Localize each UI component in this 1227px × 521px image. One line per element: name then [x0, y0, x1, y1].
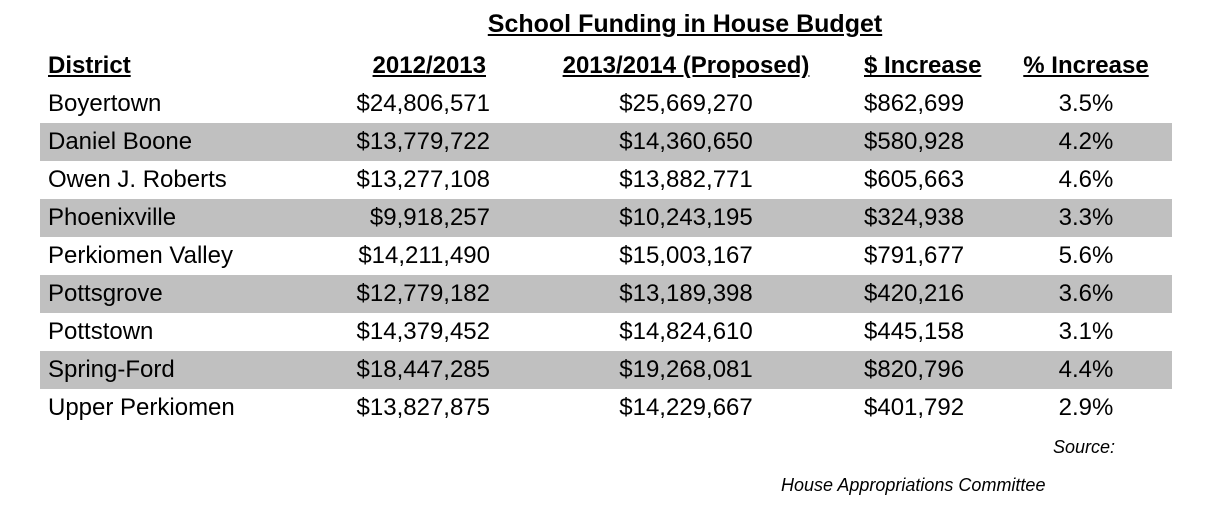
cell-dollar-increase: $580,928: [864, 128, 965, 155]
table-header-row: [40, 47, 1172, 85]
cell-dollar-increase: $862,699: [864, 90, 965, 117]
cell-district: Perkiomen Valley: [48, 242, 233, 269]
cell-2012-2013: $13,277,108: [356, 166, 490, 193]
table-row: [40, 123, 1172, 161]
cell-2013-2014: $15,003,167: [619, 242, 753, 269]
table-row: [40, 275, 1172, 313]
table-row: [40, 389, 1172, 427]
cell-2013-2014: $13,189,398: [619, 280, 753, 307]
cell-dollar-increase: $324,938: [864, 204, 965, 231]
table-row: [40, 161, 1172, 199]
source-label: Source:: [1053, 437, 1116, 457]
table-row: [40, 237, 1172, 275]
cell-percent-increase: 4.4%: [1058, 356, 1114, 383]
table-row: [40, 199, 1172, 237]
cell-percent-increase: 2.9%: [1058, 394, 1114, 421]
cell-district: Spring-Ford: [48, 356, 175, 383]
header-district: District: [48, 52, 131, 79]
cell-district: Pottstown: [48, 318, 154, 345]
cell-percent-increase: 3.3%: [1058, 204, 1114, 231]
cell-dollar-increase: $791,677: [864, 242, 965, 269]
source-organization: House Appropriations Committee: [781, 475, 1046, 495]
header-2012-2013: 2012/2013: [372, 52, 486, 79]
cell-2012-2013: $14,211,490: [358, 242, 490, 269]
cell-district: Owen J. Roberts: [48, 166, 227, 193]
cell-dollar-increase: $605,663: [864, 166, 965, 193]
table-row: [40, 351, 1172, 389]
table-title: [0, 10, 1227, 39]
cell-dollar-increase: $820,796: [864, 356, 965, 383]
cell-dollar-increase: $445,158: [864, 318, 965, 345]
table-row: [40, 85, 1172, 123]
cell-2013-2014: $14,360,650: [619, 128, 753, 155]
cell-dollar-increase: $420,216: [864, 280, 965, 307]
cell-percent-increase: 3.1%: [1058, 318, 1114, 345]
cell-2013-2014: $10,243,195: [619, 204, 753, 231]
cell-2012-2013: $24,806,571: [356, 90, 490, 117]
cell-2012-2013: $13,779,722: [356, 128, 490, 155]
cell-district: Daniel Boone: [48, 128, 193, 155]
cell-2013-2014: $14,229,667: [619, 394, 753, 421]
cell-2013-2014: $19,268,081: [619, 356, 753, 383]
table-title-text: School Funding in House Budget: [487, 10, 883, 38]
header-percent-increase: % Increase: [1023, 52, 1149, 79]
cell-percent-increase: 5.6%: [1058, 242, 1114, 269]
cell-percent-increase: 4.2%: [1058, 128, 1114, 155]
cell-2012-2013: $12,779,182: [356, 280, 490, 307]
cell-2012-2013: $13,827,875: [356, 394, 490, 421]
cell-2013-2014: $25,669,270: [619, 90, 753, 117]
cell-percent-increase: 3.5%: [1058, 90, 1114, 117]
cell-percent-increase: 4.6%: [1058, 166, 1114, 193]
header-dollar-increase: $ Increase: [864, 52, 982, 79]
cell-2013-2014: $14,824,610: [619, 318, 753, 345]
cell-district: Pottsgrove: [48, 280, 163, 307]
cell-district: Boyertown: [48, 90, 162, 117]
header-2013-2014-proposed: 2013/2014 (Proposed): [562, 52, 810, 79]
cell-2012-2013: $18,447,285: [356, 356, 490, 383]
table-row: [40, 313, 1172, 351]
cell-dollar-increase: $401,792: [864, 394, 965, 421]
cell-2012-2013: $9,918,257: [369, 204, 490, 231]
cell-2012-2013: $14,379,452: [356, 318, 490, 345]
cell-district: Upper Perkiomen: [48, 394, 235, 421]
cell-2013-2014: $13,882,771: [619, 166, 753, 193]
cell-district: Phoenixville: [48, 204, 177, 231]
cell-percent-increase: 3.6%: [1058, 280, 1114, 307]
